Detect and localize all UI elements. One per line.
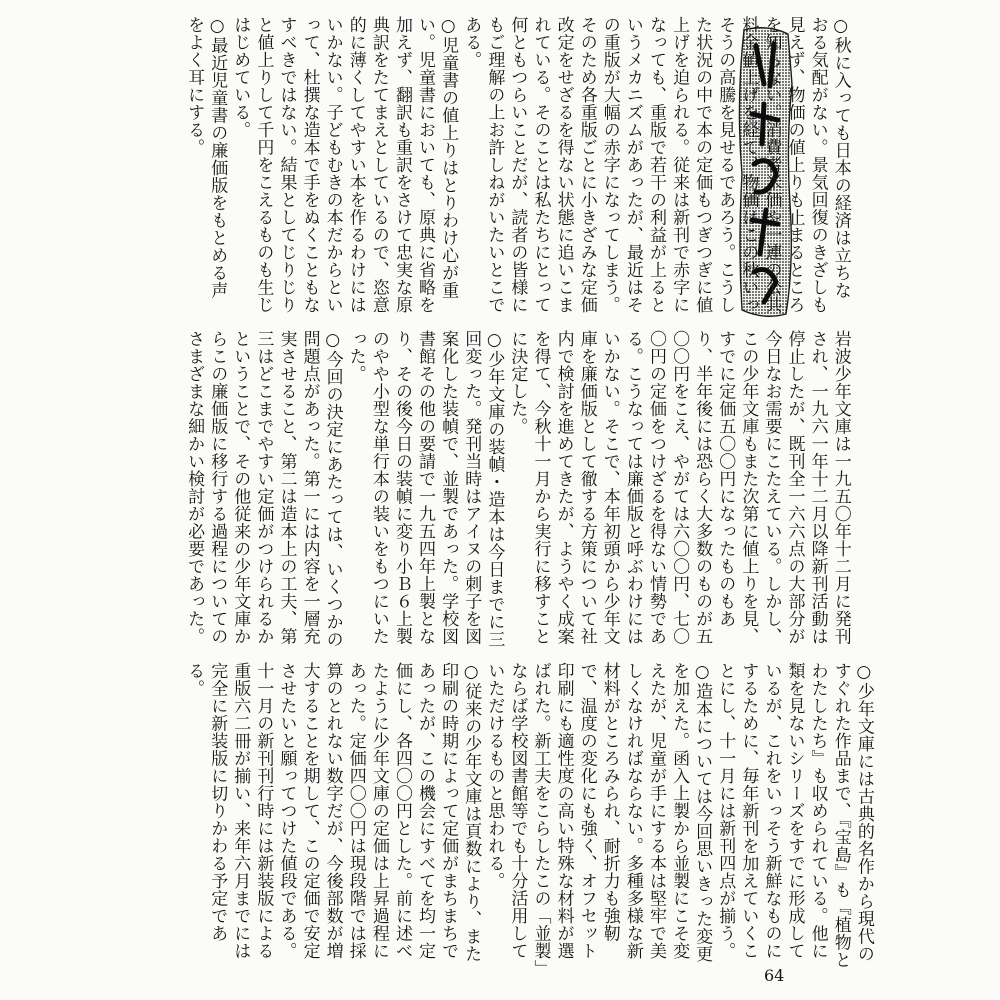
paragraph: ○最近児童書の廉価版をもとめる声をよく耳にする。 <box>184 16 228 299</box>
paragraph: ○児童書の値上りはとりわけ心が重い。児童書においても、原典に省略を加えず、翻訳も重訳をさけて忠実な原典訳をたてまえとしているので、恣意的に薄くしてやすい本を作るわけにはいかない。子どもむきの本だからといって、杜撰な造本で手をぬくこともなすべきではない。結果としてじりじりと値上りして千円をこえるものも生じはじめている。 <box>230 16 459 314</box>
text-band-bottom <box>182 662 874 972</box>
paragraph: ○今回の決定にあたっては、いくつかの問題点があった。第一には内容を一層充実させること、第二は造本上の工夫、第三はどこまでやすい定価がつけられるかということで、その他従来の少年文庫からこの廉価版に移行する過程についてのさまざまな細かい検討が必要であった。 <box>184 330 343 648</box>
text-band-top <box>182 16 851 316</box>
paragraph: ○少年文庫には古典的名作から現代のすぐれた作品まで、『宝島』も『植物とわたしたち』も収められている。他に類を見ないシリーズをすでに形成しているが、これをいっそう新鮮なものにするために、毎年新刊を加えていくことにし、十一月には新刊四点が揃う。 <box>715 662 874 969</box>
paragraph: ○従来の少年文庫は頁数により、また印刷の時期によって定価がまちまちであったが、この機会にすべてを均一定価にし、各四〇〇円とした。前に述べたように少年文庫の定価は上昇過程にあった。定価四〇〇円は現段階では採算のとれない数字だが、今後部数が増大することを期して、この定価で安定させたいと願ってつけた値段である。十一月の新刊刊行時には新装版による重版六二冊が揃い、来年六月までには完全に新装版に切りかわる予定である。 <box>184 662 482 963</box>
paragraph: 岩波少年文庫は一九五〇年十二月に発刊され、一九六一年十二月以降新刊活動は停止したが、既刊全一六六点の大部分が今日なお需要にこたえている。しかし、この少年文庫もまた次第に値上りを見、すでに定価五〇〇円になったものもあり、半年後には恐らく大多数のものが五〇〇円をこえ、やがては六〇〇円、七〇〇円の定価をつけざるを得ない情勢である。こうなっては廉価版と呼ぶわけにはいかない。そこで、本年初頭から少年文庫を廉価版として徹する方策について社内で検討を進めてきたが、ようやく成案を得て、今秋十一月から実行に移すことに決定した。 <box>507 330 851 645</box>
text-band-middle <box>182 330 851 662</box>
page-number: 64 <box>764 966 785 985</box>
paragraph: ○造本については今回思いきった変更を加えた。函入上製から並製にこそ変えたが、児童が手にする本は堅牢で美しくなければならない。多種多様な新材料がところみられ、耐折力も強靭で、温度の変化にも強く、オフセット印刷にも適性度の高い特殊な材料が選ばれた。新工夫をこらしたこの「並製」ならば学校図書館等でも十分活用していただけるものと思われる。 <box>484 662 713 969</box>
paragraph: ○秋に入っても日本の経済は立ちなおる気配がない。景気回復のきざしも見えず、物価の値上りも止まるところを知らない。消費者米価や一連の公共料金値上げを経て、物価はこの秋いっそうの高騰を見せるであろう。こうした状況の中で本の定価もつぎつぎに値上げを迫られる。従来は新刊で赤字になっても、重版で若干の利益が上るというメカニズムがあったが、最近はその重版が大幅の赤字になってしまう。そのため各重版ごとに小きざみな定価改定をせざるを得ない状態に追いこまれている。そのことは私たちにとって何ともつらいことだが、読者の皆様にもご理解の上お許しねがいたいとこである。 <box>461 16 851 314</box>
paragraph: ○少年文庫の装幀・造本は今日までに三回変った。発刊当時はアイヌの刺子を図案化した装幀で、並製であった。学校図書館その他の要請で一九五四年上製となり、その後今日の装幀に変り小Ｂ６上製のやや小型な単行本の装いをもつにいたった。 <box>345 330 505 648</box>
